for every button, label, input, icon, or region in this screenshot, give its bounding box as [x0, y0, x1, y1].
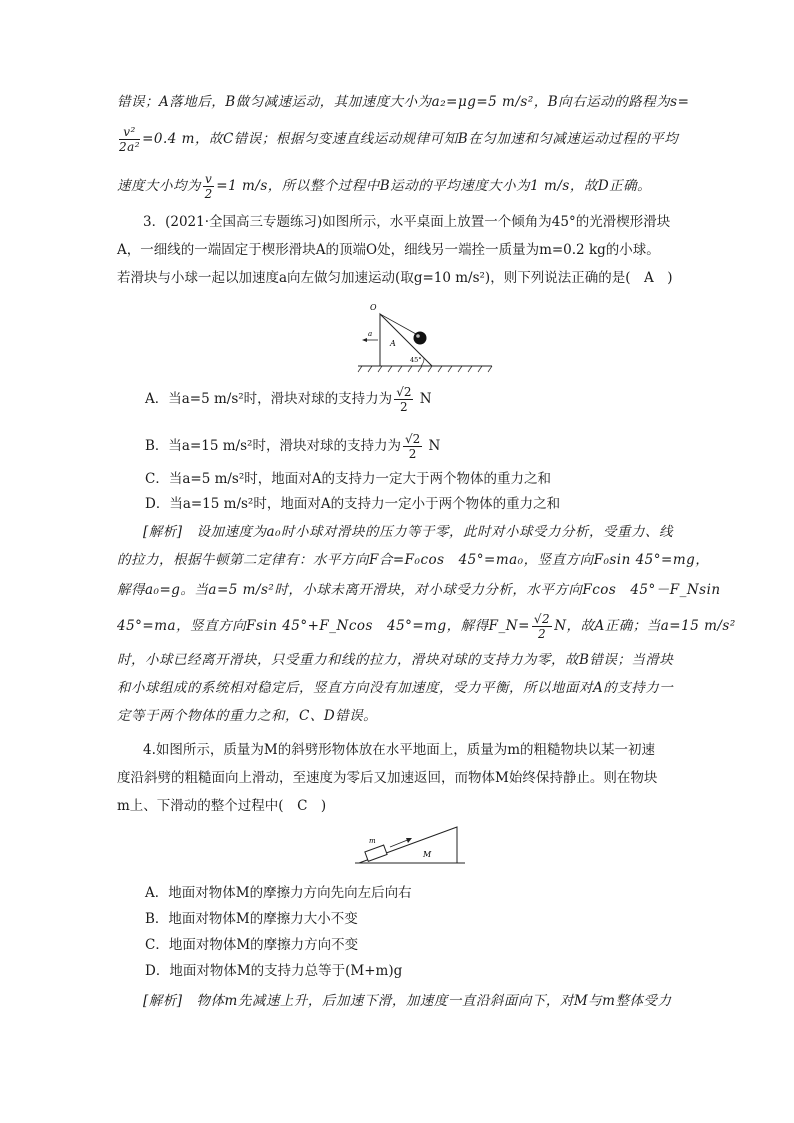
- label-M: M: [423, 850, 432, 859]
- option-b: [145, 432, 710, 461]
- text: A，一细线的一端固定于楔形滑块A的顶端O处，细线另一端拴一质量为m=0.2 kg的小球。: [117, 242, 660, 258]
- analysis-line: [117, 706, 682, 726]
- option-c: [145, 469, 710, 489]
- numerator: √2: [533, 612, 551, 626]
- fraction: [203, 172, 214, 201]
- analysis-line: [117, 550, 710, 570]
- analysis-line: [117, 612, 736, 641]
- question-3-stem: [117, 240, 682, 260]
- unit: N: [419, 391, 432, 407]
- label-A: A: [390, 339, 396, 348]
- text: 定等于两个物体的重力之和，C、D错误。: [117, 708, 378, 724]
- analysis-line: [143, 991, 708, 1011]
- incline-block-figure: [355, 825, 467, 871]
- text: B．当a=15 m/s²时，滑块对球的支持力为: [145, 438, 401, 454]
- question-4-stem: [117, 796, 682, 816]
- explanation-line: [117, 172, 682, 201]
- text: [解析] 物体m先减速上升，后加速下滑，加速度一直沿斜面向下，对M与m整体受力: [143, 993, 672, 1009]
- label-angle: 45°: [410, 356, 422, 364]
- question-4-stem: [117, 768, 682, 788]
- option-d: [145, 961, 710, 981]
- fraction: [394, 385, 413, 414]
- small-block: [365, 845, 387, 861]
- explanation-line: [117, 92, 690, 112]
- text: 45°=ma，竖直方向Fsin 45°+F_Ncos 45°=mg，解得F_N=: [117, 618, 530, 634]
- numerator: √2: [404, 432, 421, 446]
- fraction: [119, 125, 140, 154]
- analysis-line: [117, 678, 682, 698]
- denominator: 2: [537, 627, 547, 641]
- denominator: 2a²: [119, 140, 141, 154]
- string: [380, 314, 416, 334]
- wedge-ball-figure: [350, 296, 500, 378]
- question-3-stem: [117, 268, 682, 288]
- fraction: [403, 432, 422, 461]
- numerator: v: [205, 172, 213, 186]
- numerator: √2: [396, 385, 412, 399]
- text: A．当a=5 m/s²时，滑块对球的支持力为: [145, 391, 393, 407]
- text: N，故A正确；当a=15 m/s²: [554, 618, 736, 634]
- unit: N: [428, 438, 441, 454]
- option-a: [145, 385, 710, 414]
- text: A．地面对物体M的摩擦力方向先向左后向右: [145, 885, 412, 901]
- text: =0.4 m，故C错误；根据匀变速直线运动规律可知B在匀加速和匀减速运动过程的平均: [142, 131, 679, 147]
- text: C．当a=5 m/s²时，地面对A的支持力一定大于两个物体的重力之和: [145, 471, 552, 487]
- text: C．地面对物体M的摩擦力方向不变: [145, 937, 359, 953]
- explanation-line: [117, 125, 682, 154]
- text: 度沿斜劈的粗糙面向上滑动，至速度为零后又加速返回，而物体M始终保持静止。则在物块: [117, 770, 658, 786]
- option-a: [145, 883, 710, 903]
- denominator: 2: [204, 187, 213, 201]
- ball: [414, 332, 427, 345]
- text: 和小球组成的系统相对稳定后，竖直方向没有加速度，受力平衡，所以地面对A的支持力一: [117, 680, 674, 696]
- fraction: [532, 612, 552, 641]
- question-4-stem: [143, 740, 708, 760]
- text: 3．(2021·全国高三专题练习)如图所示，水平桌面上放置一个倾角为45°的光滑楔形滑块: [143, 214, 671, 230]
- analysis-line: [143, 522, 708, 542]
- text: D．地面对物体M的支持力总等于(M+m)g: [145, 963, 403, 979]
- label-a: a: [368, 330, 373, 338]
- analysis-line: [117, 650, 682, 670]
- option-c: [145, 935, 710, 955]
- text: [解析] 设加速度为a₀时小球对滑块的压力等于零，此时对小球受力分析，受重力、线: [143, 524, 673, 540]
- option-d: [145, 494, 710, 514]
- denominator: 2: [408, 447, 417, 461]
- denominator: 2: [400, 400, 408, 414]
- numerator: v²: [119, 125, 140, 140]
- text: 时，小球已经离开滑块，只受重力和线的拉力，滑块对球的支持力为零，故B错误；当滑块: [117, 652, 674, 668]
- text: 的拉力，根据牛顿第二定律有：水平方向F合=F₀cos 45°=ma₀，竖直方向F₀sin 45°=mg，: [117, 552, 710, 568]
- question-3-stem: [143, 212, 708, 232]
- label-m: m: [369, 837, 376, 845]
- text: 错误；A落地后，B做匀减速运动，其加速度大小为a₂=μg=5 m/s²，B向右运动的路程为s=: [117, 94, 690, 110]
- text: 速度大小均为: [117, 178, 201, 194]
- text: 4.如图所示，质量为M的斜劈形物体放在水平地面上，质量为m的粗糙物块以某一初速: [143, 742, 656, 758]
- label-o: O: [370, 303, 377, 312]
- option-b: [145, 909, 710, 929]
- text: D．当a=15 m/s²时，地面对A的支持力一定小于两个物体的重力之和: [145, 496, 561, 512]
- text: =1 m/s，所以整个过程中B运动的平均速度大小为1 m/s，故D正确。: [216, 178, 652, 194]
- text: 若滑块与小球一起以加速度a向左做匀加速运动(取g=10 m/s²)，则下列说法正确的是( A ): [117, 270, 673, 286]
- analysis-line: [117, 580, 721, 600]
- text: m上、下滑动的整个过程中( C ): [117, 798, 327, 814]
- text: B．地面对物体M的摩擦力大小不变: [145, 911, 358, 927]
- text: 解得a₀=g。当a=5 m/s²时，小球未离开滑块，对小球受力分析，水平方向Fcos 45°－F_Nsin: [117, 582, 721, 598]
